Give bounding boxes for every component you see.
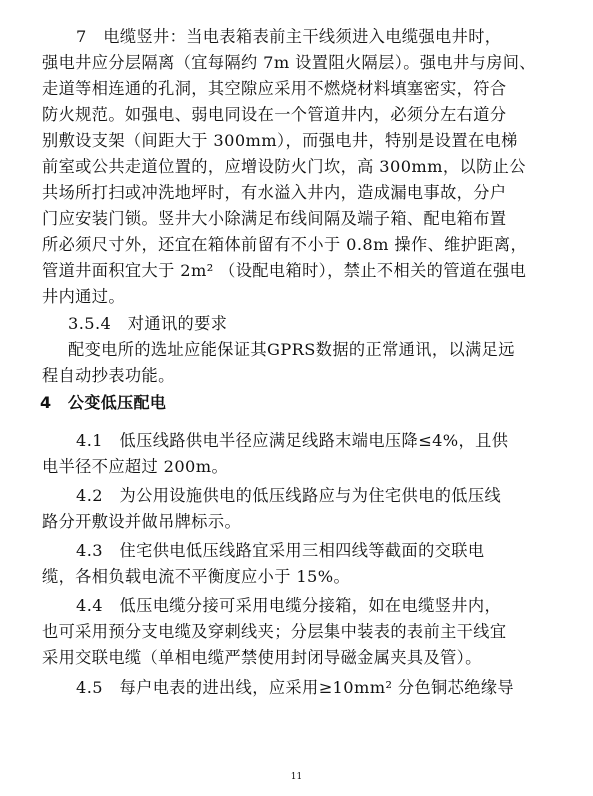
text-line: 防火规范。如强电、弱电同设在一个管道井内，必须分左右道分: [42, 105, 507, 124]
text-line: 电半径不应超过 200m。: [42, 457, 229, 476]
text-line: 门应安装门锁。竖井大小除满足布线间隔及端子箱、配电箱布置: [42, 209, 507, 228]
clause-4-2: 4.2 为公用设施供电的低压线路应与为住宅供电的低压线: [76, 486, 502, 505]
text-line: 井内通过。: [42, 287, 125, 306]
clause-4-4: 4.4 低压电缆分接可采用电缆分接箱，如在电缆竖井内，: [76, 596, 502, 615]
text-line: 路分开敷设并做吊牌标示。: [42, 512, 242, 531]
text-line: 强电井应分层隔离（宜每隔约 7m 设置阻火隔层）。强电井与房间、: [42, 53, 536, 72]
text-line: 所必须尺寸外，还宜在箱体前留有不小于 0.8m 操作、维护距离，: [42, 235, 528, 254]
text-line: 配变电所的选址应能保证其GPRS数据的正常通讯，以满足远: [68, 340, 515, 359]
clause-4-1: 4.1 低压线路供电半径应满足线路末端电压降≤4%，且供: [76, 431, 509, 450]
text-line: 程自动抄表功能。: [42, 366, 175, 385]
page-number: 11: [290, 772, 303, 782]
section-heading-3-5-4: 3.5.4 对通讯的要求: [68, 314, 228, 333]
text-line: 别敷设支架（间距大于 300mm），而强电井，特别是设置在电梯: [42, 131, 518, 150]
text-line: 前室或公共走道位置的，应增设防火门坎，高 300mm，以防止公: [42, 157, 526, 176]
clause-4-5: 4.5 每户电表的进出线，应采用≥10mm² 分色铜芯绝缘导: [76, 678, 514, 697]
text-line: 采用交联电缆（单相电缆严禁使用封闭导磁金属夹具及管）。: [42, 648, 482, 667]
clause-4-3: 4.3 住宅供电低压线路宜采用三相四线等截面的交联电: [76, 541, 485, 560]
text-line: 缆，各相负载电流不平衡度应小于 15%。: [42, 567, 351, 586]
text-line: 走道等相连通的孔洞，其空隙应采用不燃烧材料填塞密实，符合: [42, 79, 507, 98]
chapter-heading-4: 4 公变低压配电: [40, 393, 167, 412]
text-line: 管道井面积宜大于 2m² （设配电箱时），禁止不相关的管道在强电: [42, 261, 527, 280]
text-line: 也可采用预分支电缆及穿刺线夹；分层集中装表的表前主干线宜: [42, 622, 507, 641]
text-line: 共场所打扫或冲洗地坪时，有水溢入井内，造成漏电事故，分户: [42, 183, 507, 202]
text-line: 7 电缆竖井：当电表箱表前主干线须进入电缆强电井时，: [76, 27, 502, 46]
